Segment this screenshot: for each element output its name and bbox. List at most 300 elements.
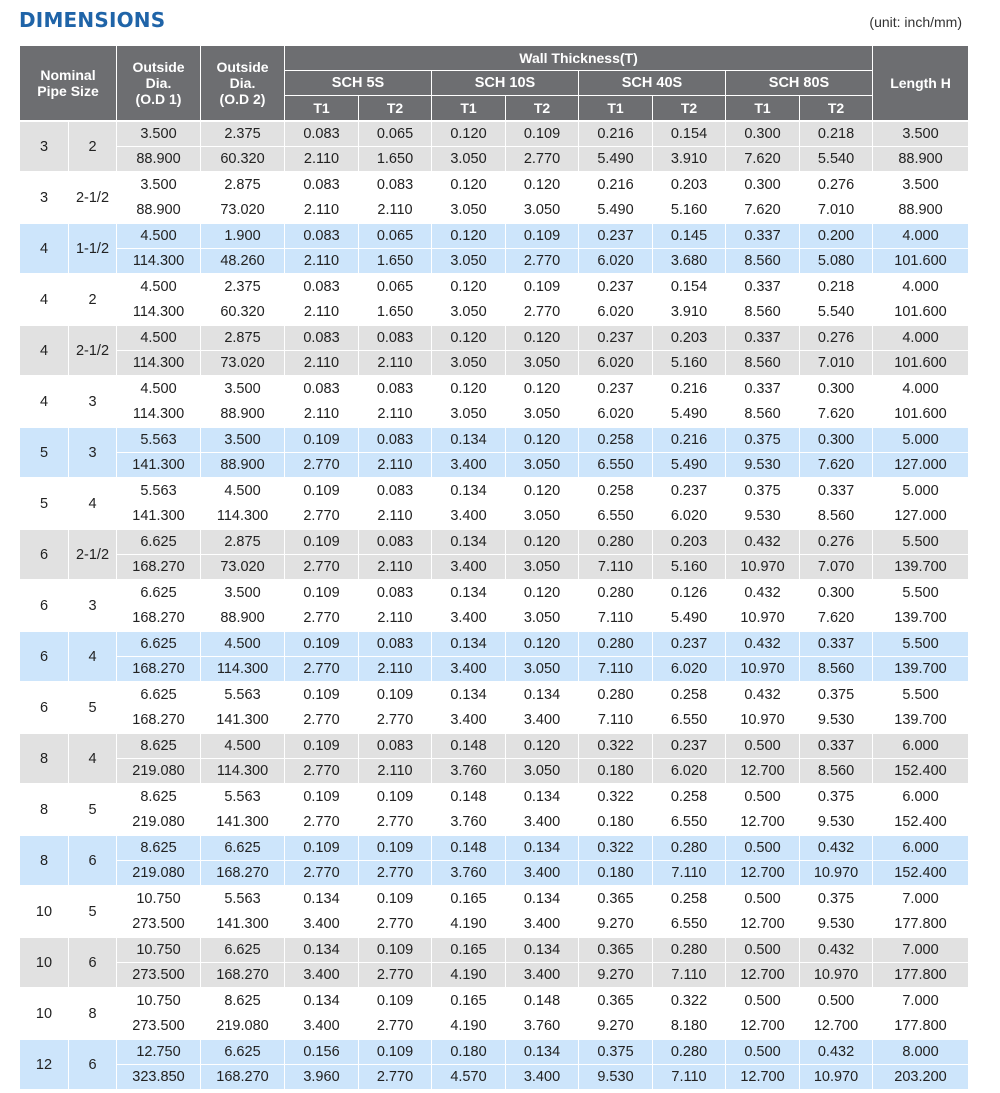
cell-od2-inch: 2.375 [201, 121, 285, 147]
cell-od1-inch: 5.563 [117, 478, 201, 504]
cell-nominal-size-1: 10 [20, 886, 69, 937]
cell-sch80s-t2-mm: 7.010 [800, 198, 873, 224]
cell-sch10s-t2-mm: 3.050 [506, 504, 579, 530]
cell-od1-mm: 141.300 [117, 453, 201, 479]
cell-od1-mm: 168.270 [117, 657, 201, 683]
cell-sch80s-t1-inch: 0.337 [726, 325, 800, 351]
cell-sch80s-t2-mm: 12.700 [800, 1014, 873, 1040]
cell-sch80s-t1-mm: 10.970 [726, 708, 800, 734]
cell-sch10s-t1-inch: 0.180 [432, 1039, 506, 1065]
cell-sch5s-t2-mm: 2.110 [359, 453, 432, 479]
cell-sch40s-t2-inch: 0.203 [653, 325, 726, 351]
cell-sch10s-t2-mm: 3.400 [506, 810, 579, 836]
cell-od2-inch: 3.500 [201, 427, 285, 453]
cell-length-h-mm: 127.000 [873, 504, 969, 530]
cell-sch80s-t1-mm: 12.700 [726, 759, 800, 785]
cell-length-h-inch: 7.000 [873, 988, 969, 1014]
cell-nominal-size-1: 4 [20, 325, 69, 376]
header-sch-40s: SCH 40S [579, 71, 726, 96]
cell-od2-mm: 73.020 [201, 351, 285, 377]
cell-sch40s-t2-mm: 7.110 [653, 963, 726, 989]
cell-od1-mm: 168.270 [117, 606, 201, 632]
cell-sch40s-t2-inch: 0.145 [653, 223, 726, 249]
cell-length-h-mm: 101.600 [873, 300, 969, 326]
cell-nominal-size-2: 2 [69, 274, 117, 325]
table-row [20, 402, 969, 428]
cell-sch80s-t2-mm: 7.620 [800, 402, 873, 428]
cell-nominal-size-1: 3 [20, 172, 69, 223]
cell-sch40s-t2-inch: 0.126 [653, 580, 726, 606]
cell-sch80s-t1-inch: 0.300 [726, 121, 800, 147]
cell-sch10s-t1-mm: 3.760 [432, 759, 506, 785]
table-row [20, 427, 969, 453]
cell-sch5s-t1-inch: 0.134 [285, 937, 359, 963]
cell-sch80s-t1-inch: 0.500 [726, 988, 800, 1014]
cell-sch5s-t1-inch: 0.109 [285, 478, 359, 504]
cell-sch5s-t2-mm: 2.770 [359, 861, 432, 887]
cell-sch80s-t1-mm: 10.970 [726, 606, 800, 632]
cell-od1-mm: 219.080 [117, 861, 201, 887]
cell-sch10s-t2-mm: 3.050 [506, 453, 579, 479]
cell-sch80s-t1-inch: 0.432 [726, 529, 800, 555]
cell-sch10s-t2-mm: 3.400 [506, 963, 579, 989]
cell-sch40s-t2-inch: 0.216 [653, 376, 726, 402]
cell-od2-mm: 60.320 [201, 300, 285, 326]
cell-nominal-size-1: 8 [20, 784, 69, 835]
cell-length-h-mm: 139.700 [873, 657, 969, 683]
cell-sch40s-t1-inch: 0.322 [579, 835, 653, 861]
table-row [20, 963, 969, 989]
cell-sch5s-t2-inch: 0.083 [359, 580, 432, 606]
cell-sch10s-t2-mm: 3.050 [506, 351, 579, 377]
cell-sch80s-t1-mm: 8.560 [726, 249, 800, 275]
cell-od2-mm: 168.270 [201, 963, 285, 989]
table-row [20, 708, 969, 734]
cell-nominal-size-2: 4 [69, 733, 117, 784]
cell-sch5s-t2-mm: 2.110 [359, 759, 432, 785]
table-row [20, 249, 969, 275]
cell-sch5s-t1-inch: 0.083 [285, 223, 359, 249]
cell-length-h-mm: 177.800 [873, 963, 969, 989]
cell-sch40s-t2-mm: 5.160 [653, 555, 726, 581]
cell-sch10s-t2-mm: 3.050 [506, 198, 579, 224]
cell-sch80s-t2-inch: 0.300 [800, 580, 873, 606]
cell-sch5s-t1-mm: 3.960 [285, 1065, 359, 1090]
cell-sch40s-t2-inch: 0.216 [653, 427, 726, 453]
cell-sch5s-t1-inch: 0.109 [285, 682, 359, 708]
cell-sch80s-t2-inch: 0.200 [800, 223, 873, 249]
cell-od2-mm: 168.270 [201, 1065, 285, 1090]
cell-od2-inch: 6.625 [201, 835, 285, 861]
cell-sch10s-t2-inch: 0.134 [506, 835, 579, 861]
cell-od1-inch: 6.625 [117, 631, 201, 657]
cell-sch10s-t1-mm: 3.400 [432, 555, 506, 581]
cell-sch80s-t1-mm: 9.530 [726, 504, 800, 530]
cell-sch40s-t2-inch: 0.258 [653, 682, 726, 708]
table-row [20, 886, 969, 912]
cell-sch10s-t1-mm: 3.400 [432, 453, 506, 479]
cell-od1-mm: 273.500 [117, 963, 201, 989]
cell-length-h-mm: 152.400 [873, 810, 969, 836]
cell-sch40s-t1-mm: 0.180 [579, 759, 653, 785]
cell-sch80s-t1-inch: 0.500 [726, 835, 800, 861]
cell-od2-mm: 114.300 [201, 759, 285, 785]
cell-od2-mm: 73.020 [201, 555, 285, 581]
cell-od1-inch: 8.625 [117, 733, 201, 759]
cell-sch40s-t2-inch: 0.280 [653, 1039, 726, 1065]
cell-od2-inch: 5.563 [201, 682, 285, 708]
cell-nominal-size-2: 3 [69, 580, 117, 631]
table-row [20, 759, 969, 785]
cell-sch40s-t2-mm: 5.490 [653, 453, 726, 479]
table-row [20, 453, 969, 479]
header-nominal-pipe-size [20, 46, 117, 122]
cell-sch10s-t1-inch: 0.134 [432, 682, 506, 708]
table-row [20, 1065, 969, 1090]
cell-sch5s-t2-inch: 0.109 [359, 886, 432, 912]
cell-length-h-inch: 5.500 [873, 682, 969, 708]
cell-sch40s-t1-inch: 0.258 [579, 478, 653, 504]
cell-sch40s-t2-mm: 8.180 [653, 1014, 726, 1040]
cell-sch40s-t2-inch: 0.258 [653, 784, 726, 810]
cell-od1-mm: 273.500 [117, 912, 201, 938]
cell-sch5s-t2-mm: 2.770 [359, 708, 432, 734]
cell-sch80s-t2-mm: 5.540 [800, 300, 873, 326]
cell-length-h-inch: 5.500 [873, 529, 969, 555]
cell-sch40s-t2-mm: 7.110 [653, 861, 726, 887]
table-row [20, 937, 969, 963]
cell-length-h-mm: 152.400 [873, 861, 969, 887]
cell-od2-inch: 5.563 [201, 784, 285, 810]
cell-sch10s-t2-inch: 0.120 [506, 427, 579, 453]
cell-sch40s-t2-mm: 6.550 [653, 912, 726, 938]
cell-sch5s-t2-inch: 0.083 [359, 427, 432, 453]
cell-sch40s-t2-mm: 3.910 [653, 147, 726, 173]
cell-sch40s-t2-inch: 0.237 [653, 733, 726, 759]
cell-sch40s-t2-mm: 7.110 [653, 1065, 726, 1090]
header-sch10s-t2: T2 [506, 96, 579, 122]
header-sch80s-t1: T1 [726, 96, 800, 122]
cell-sch80s-t2-inch: 0.432 [800, 835, 873, 861]
table-row [20, 504, 969, 530]
cell-sch5s-t1-mm: 2.770 [285, 453, 359, 479]
cell-sch10s-t1-mm: 3.050 [432, 300, 506, 326]
cell-sch10s-t2-inch: 0.120 [506, 631, 579, 657]
unit-label: (unit: inch/mm) [869, 14, 962, 30]
cell-sch80s-t2-inch: 0.300 [800, 376, 873, 402]
cell-length-h-mm: 127.000 [873, 453, 969, 479]
cell-sch40s-t1-inch: 0.365 [579, 988, 653, 1014]
cell-od2-inch: 3.500 [201, 376, 285, 402]
cell-sch40s-t1-mm: 7.110 [579, 606, 653, 632]
cell-sch40s-t1-mm: 6.020 [579, 351, 653, 377]
cell-sch80s-t1-inch: 0.500 [726, 784, 800, 810]
cell-sch80s-t1-mm: 9.530 [726, 453, 800, 479]
cell-od1-inch: 10.750 [117, 988, 201, 1014]
cell-nominal-size-1: 4 [20, 274, 69, 325]
cell-sch10s-t1-mm: 4.190 [432, 912, 506, 938]
cell-sch80s-t2-mm: 10.970 [800, 963, 873, 989]
cell-nominal-size-2: 4 [69, 478, 117, 529]
cell-sch80s-t1-mm: 8.560 [726, 300, 800, 326]
cell-sch40s-t2-inch: 0.258 [653, 886, 726, 912]
cell-sch5s-t2-mm: 1.650 [359, 147, 432, 173]
cell-sch40s-t1-inch: 0.375 [579, 1039, 653, 1065]
cell-nominal-size-1: 8 [20, 835, 69, 886]
cell-nominal-size-2: 2-1/2 [69, 529, 117, 580]
cell-sch40s-t1-inch: 0.322 [579, 784, 653, 810]
cell-sch5s-t1-inch: 0.109 [285, 784, 359, 810]
cell-od2-mm: 48.260 [201, 249, 285, 275]
cell-sch5s-t2-mm: 2.770 [359, 963, 432, 989]
cell-length-h-inch: 8.000 [873, 1039, 969, 1065]
header-wall-thickness: Wall Thickness(T) [285, 46, 873, 71]
cell-sch10s-t2-inch: 0.109 [506, 121, 579, 147]
cell-od2-inch: 6.625 [201, 1039, 285, 1065]
cell-sch10s-t1-mm: 3.400 [432, 708, 506, 734]
cell-sch5s-t2-mm: 2.110 [359, 198, 432, 224]
cell-sch10s-t2-inch: 0.134 [506, 886, 579, 912]
cell-sch10s-t1-inch: 0.148 [432, 733, 506, 759]
cell-sch10s-t2-mm: 3.050 [506, 402, 579, 428]
cell-sch5s-t1-mm: 2.770 [285, 861, 359, 887]
cell-length-h-mm: 88.900 [873, 147, 969, 173]
cell-sch80s-t1-mm: 12.700 [726, 912, 800, 938]
cell-sch40s-t2-inch: 0.280 [653, 937, 726, 963]
cell-sch10s-t1-inch: 0.134 [432, 580, 506, 606]
table-row [20, 988, 969, 1014]
cell-nominal-size-1: 6 [20, 529, 69, 580]
cell-od1-inch: 12.750 [117, 1039, 201, 1065]
cell-sch10s-t2-inch: 0.109 [506, 274, 579, 300]
table-row [20, 733, 969, 759]
cell-nominal-size-2: 5 [69, 682, 117, 733]
cell-sch5s-t1-inch: 0.109 [285, 835, 359, 861]
cell-sch10s-t1-mm: 3.400 [432, 606, 506, 632]
cell-sch40s-t1-inch: 0.237 [579, 376, 653, 402]
header-sch-80s: SCH 80S [726, 71, 873, 96]
table-row [20, 325, 969, 351]
header-sch5s-t1: T1 [285, 96, 359, 122]
cell-sch5s-t2-mm: 1.650 [359, 249, 432, 275]
cell-od1-mm: 323.850 [117, 1065, 201, 1090]
cell-od2-inch: 8.625 [201, 988, 285, 1014]
cell-sch40s-t1-inch: 0.280 [579, 529, 653, 555]
table-row [20, 1014, 969, 1040]
cell-sch40s-t1-inch: 0.280 [579, 682, 653, 708]
cell-od2-mm: 73.020 [201, 198, 285, 224]
cell-length-h-mm: 177.800 [873, 912, 969, 938]
table-row [20, 810, 969, 836]
cell-sch40s-t2-inch: 0.237 [653, 631, 726, 657]
cell-sch40s-t1-mm: 5.490 [579, 147, 653, 173]
cell-sch10s-t1-mm: 4.570 [432, 1065, 506, 1090]
cell-nominal-size-2: 2-1/2 [69, 172, 117, 223]
cell-length-h-mm: 139.700 [873, 606, 969, 632]
cell-sch10s-t1-mm: 3.760 [432, 810, 506, 836]
cell-sch80s-t2-mm: 10.970 [800, 861, 873, 887]
cell-sch80s-t1-inch: 0.375 [726, 478, 800, 504]
cell-sch5s-t2-inch: 0.083 [359, 478, 432, 504]
cell-sch5s-t1-mm: 2.770 [285, 708, 359, 734]
cell-sch40s-t1-mm: 9.270 [579, 1014, 653, 1040]
cell-sch10s-t1-mm: 4.190 [432, 963, 506, 989]
cell-sch5s-t1-mm: 2.770 [285, 810, 359, 836]
cell-sch5s-t1-mm: 2.110 [285, 147, 359, 173]
cell-sch10s-t1-inch: 0.134 [432, 631, 506, 657]
cell-sch5s-t2-mm: 2.770 [359, 912, 432, 938]
cell-sch80s-t2-mm: 10.970 [800, 1065, 873, 1090]
cell-sch10s-t2-mm: 3.050 [506, 606, 579, 632]
cell-sch10s-t2-mm: 3.400 [506, 912, 579, 938]
cell-sch10s-t2-inch: 0.134 [506, 1039, 579, 1065]
cell-sch10s-t1-mm: 3.050 [432, 147, 506, 173]
cell-sch80s-t2-inch: 0.432 [800, 1039, 873, 1065]
cell-nominal-size-1: 4 [20, 223, 69, 274]
cell-od1-inch: 5.563 [117, 427, 201, 453]
cell-od2-inch: 4.500 [201, 631, 285, 657]
header-nominal-label: Nominal Pipe Size [37, 67, 99, 99]
cell-sch40s-t1-inch: 0.237 [579, 223, 653, 249]
cell-sch10s-t1-inch: 0.148 [432, 784, 506, 810]
cell-sch80s-t2-inch: 0.218 [800, 121, 873, 147]
cell-sch5s-t1-inch: 0.134 [285, 988, 359, 1014]
cell-nominal-size-2: 3 [69, 376, 117, 427]
cell-od2-mm: 114.300 [201, 657, 285, 683]
cell-od2-mm: 219.080 [201, 1014, 285, 1040]
cell-sch40s-t2-inch: 0.154 [653, 274, 726, 300]
cell-sch10s-t2-inch: 0.120 [506, 172, 579, 198]
cell-sch10s-t2-inch: 0.120 [506, 478, 579, 504]
cell-sch80s-t1-inch: 0.500 [726, 1039, 800, 1065]
cell-sch40s-t2-mm: 6.550 [653, 810, 726, 836]
cell-nominal-size-2: 5 [69, 886, 117, 937]
cell-sch5s-t1-inch: 0.083 [285, 172, 359, 198]
table-row [20, 300, 969, 326]
cell-sch10s-t1-inch: 0.148 [432, 835, 506, 861]
cell-sch5s-t2-inch: 0.109 [359, 937, 432, 963]
cell-sch5s-t1-mm: 2.110 [285, 402, 359, 428]
cell-length-h-inch: 6.000 [873, 784, 969, 810]
cell-sch5s-t2-inch: 0.065 [359, 223, 432, 249]
table-row [20, 631, 969, 657]
table-row [20, 606, 969, 632]
cell-sch80s-t2-inch: 0.375 [800, 784, 873, 810]
cell-nominal-size-1: 10 [20, 988, 69, 1039]
table-body [20, 121, 969, 1089]
cell-sch10s-t2-inch: 0.120 [506, 376, 579, 402]
cell-sch40s-t1-inch: 0.258 [579, 427, 653, 453]
table-row [20, 274, 969, 300]
cell-sch5s-t2-mm: 2.110 [359, 555, 432, 581]
cell-od2-mm: 141.300 [201, 810, 285, 836]
cell-sch80s-t1-inch: 0.500 [726, 886, 800, 912]
cell-sch80s-t2-inch: 0.337 [800, 733, 873, 759]
cell-length-h-mm: 177.800 [873, 1014, 969, 1040]
cell-sch40s-t1-mm: 6.550 [579, 504, 653, 530]
cell-sch5s-t2-inch: 0.109 [359, 784, 432, 810]
cell-sch5s-t2-inch: 0.083 [359, 376, 432, 402]
cell-od1-inch: 4.500 [117, 376, 201, 402]
cell-sch5s-t2-mm: 2.770 [359, 1014, 432, 1040]
cell-od2-inch: 4.500 [201, 478, 285, 504]
page-title: DIMENSIONS [19, 8, 166, 32]
cell-sch80s-t1-mm: 10.970 [726, 657, 800, 683]
cell-length-h-mm: 88.900 [873, 198, 969, 224]
cell-length-h-inch: 3.500 [873, 121, 969, 147]
header-od1-label: Outside Dia. (O.D 1) [132, 59, 185, 107]
cell-od2-mm: 88.900 [201, 606, 285, 632]
cell-od2-mm: 60.320 [201, 147, 285, 173]
cell-sch10s-t1-mm: 3.400 [432, 504, 506, 530]
cell-sch80s-t2-inch: 0.276 [800, 529, 873, 555]
cell-sch40s-t2-mm: 5.490 [653, 402, 726, 428]
cell-sch5s-t1-inch: 0.083 [285, 376, 359, 402]
cell-sch5s-t1-mm: 2.770 [285, 606, 359, 632]
cell-od2-inch: 2.875 [201, 172, 285, 198]
cell-nominal-size-2: 6 [69, 1039, 117, 1089]
cell-sch5s-t2-inch: 0.109 [359, 988, 432, 1014]
header-length-h: Length H [873, 46, 969, 122]
cell-sch80s-t2-mm: 7.620 [800, 453, 873, 479]
cell-sch10s-t1-inch: 0.134 [432, 427, 506, 453]
cell-nominal-size-1: 6 [20, 580, 69, 631]
cell-sch5s-t2-mm: 2.110 [359, 504, 432, 530]
cell-sch40s-t1-inch: 0.280 [579, 631, 653, 657]
table-row [20, 376, 969, 402]
cell-sch10s-t1-inch: 0.134 [432, 529, 506, 555]
table-row [20, 1039, 969, 1065]
cell-od2-mm: 168.270 [201, 861, 285, 887]
cell-sch40s-t1-inch: 0.365 [579, 886, 653, 912]
cell-length-h-mm: 203.200 [873, 1065, 969, 1090]
cell-sch10s-t2-inch: 0.109 [506, 223, 579, 249]
cell-sch5s-t1-inch: 0.109 [285, 529, 359, 555]
cell-sch10s-t1-mm: 3.050 [432, 249, 506, 275]
cell-sch40s-t1-mm: 9.270 [579, 963, 653, 989]
cell-sch80s-t1-mm: 10.970 [726, 555, 800, 581]
cell-od1-mm: 168.270 [117, 555, 201, 581]
cell-sch40s-t1-mm: 9.530 [579, 1065, 653, 1090]
cell-sch80s-t1-mm: 12.700 [726, 1065, 800, 1090]
cell-sch10s-t1-inch: 0.120 [432, 325, 506, 351]
cell-sch40s-t1-mm: 6.020 [579, 249, 653, 275]
cell-od2-inch: 4.500 [201, 733, 285, 759]
cell-sch80s-t1-inch: 0.375 [726, 427, 800, 453]
cell-sch80s-t2-mm: 8.560 [800, 657, 873, 683]
cell-nominal-size-1: 8 [20, 733, 69, 784]
cell-od2-inch: 2.875 [201, 529, 285, 555]
cell-sch10s-t2-mm: 3.760 [506, 1014, 579, 1040]
cell-od1-inch: 6.625 [117, 580, 201, 606]
cell-sch5s-t2-mm: 1.650 [359, 300, 432, 326]
cell-sch40s-t2-mm: 6.020 [653, 504, 726, 530]
cell-od2-inch: 1.900 [201, 223, 285, 249]
cell-sch10s-t1-inch: 0.120 [432, 274, 506, 300]
cell-sch40s-t1-mm: 0.180 [579, 861, 653, 887]
cell-sch10s-t2-inch: 0.148 [506, 988, 579, 1014]
cell-sch80s-t1-mm: 12.700 [726, 861, 800, 887]
cell-od1-mm: 273.500 [117, 1014, 201, 1040]
cell-od1-mm: 219.080 [117, 759, 201, 785]
cell-sch40s-t2-inch: 0.280 [653, 835, 726, 861]
cell-sch10s-t1-inch: 0.120 [432, 121, 506, 147]
cell-sch80s-t2-inch: 0.500 [800, 988, 873, 1014]
cell-sch5s-t1-mm: 2.110 [285, 300, 359, 326]
cell-sch40s-t2-inch: 0.237 [653, 478, 726, 504]
cell-nominal-size-1: 4 [20, 376, 69, 427]
cell-sch5s-t2-mm: 2.770 [359, 1065, 432, 1090]
